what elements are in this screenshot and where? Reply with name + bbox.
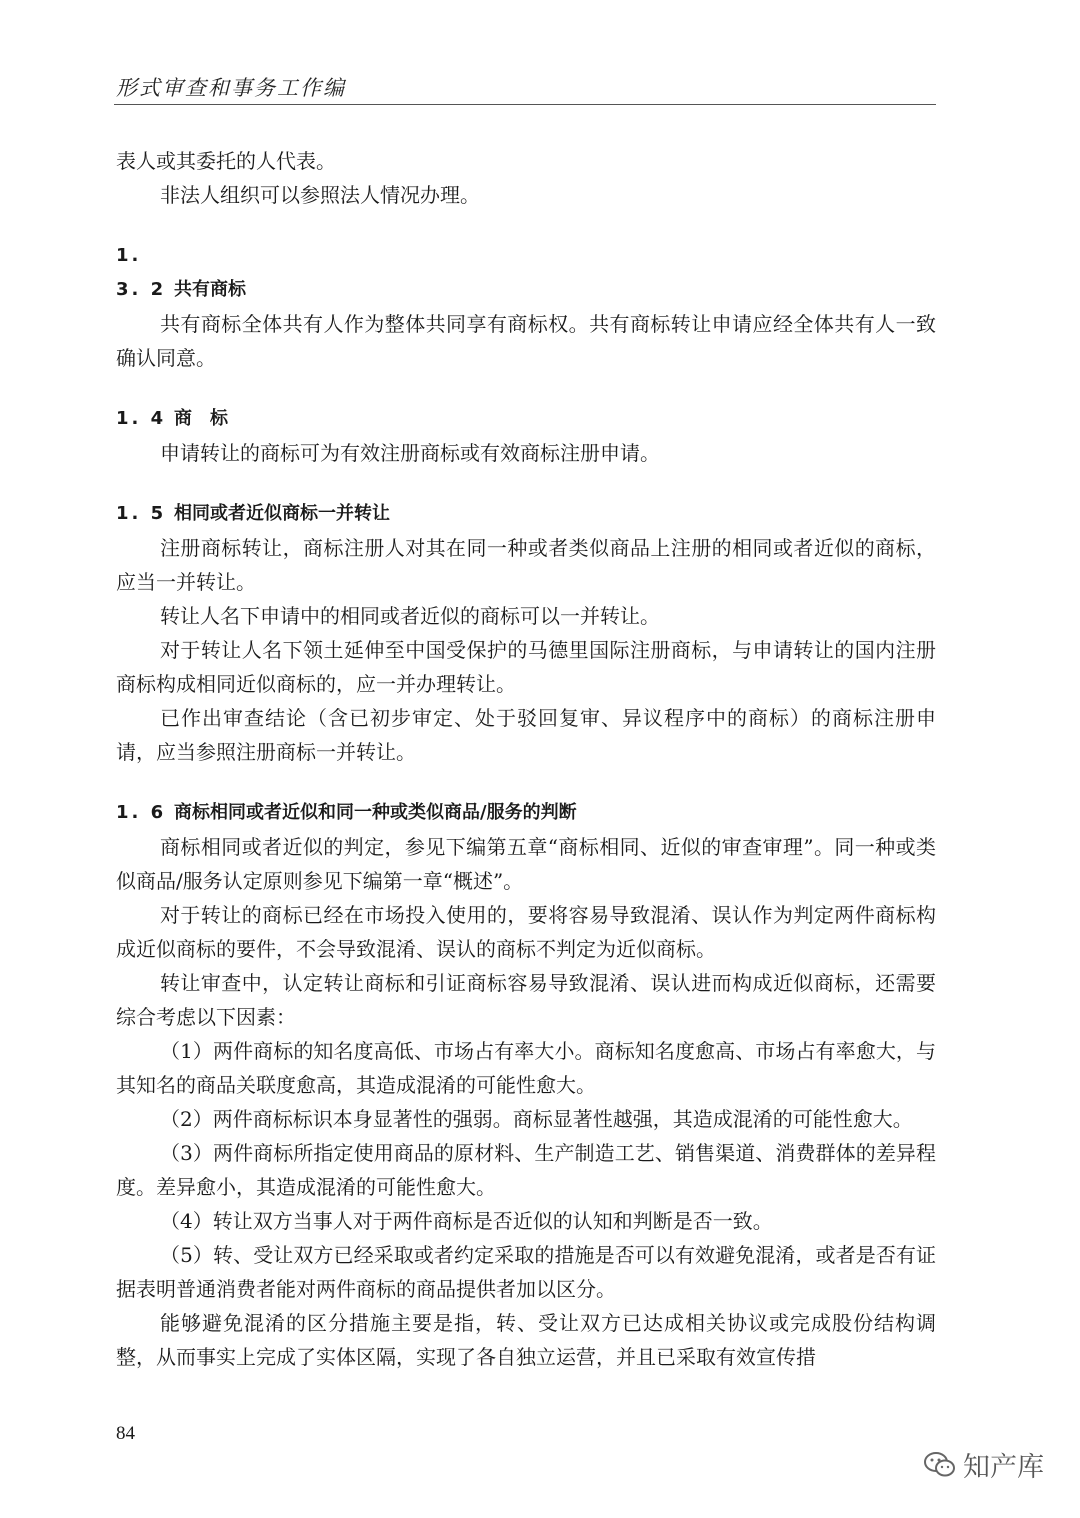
section-heading <box>116 239 936 307</box>
section-title: 商 标 <box>174 408 228 429</box>
paragraph: （4）转让双方当事人对于两件商标是否近似的认知和判断是否一致。 <box>160 1209 773 1233</box>
watermark <box>923 1445 1044 1484</box>
paragraph: （3）两件商标所指定使用商品的原材料、生产制造工艺、销售渠道、消费群体的差异程度。差异愈小，其造成混淆的可能性愈大。 <box>116 1141 936 1199</box>
section-heading <box>116 402 936 436</box>
page-body <box>116 144 936 1374</box>
section-number: 1. 3. 2 <box>116 245 167 300</box>
section-number: 1. 6 <box>116 802 167 823</box>
section-title: 商标相同或者近似和同一种或类似商品/服务的判断 <box>174 802 577 823</box>
page-number: 84 <box>116 1423 135 1444</box>
paragraph: 对于转让人名下领土延伸至中国受保护的马德里国际注册商标，与申请转让的国内注册商标构成相同近似商标的，应一并办理转让。 <box>116 638 936 696</box>
paragraph: 转让人名下申请中的相同或者近似的商标可以一并转让。 <box>160 604 660 628</box>
running-header: 形式审查和事务工作编 <box>116 76 346 100</box>
header-divider <box>114 104 936 105</box>
paragraph: （1）两件商标的知名度高低、市场占有率大小。商标知名度愈高、市场占有率愈大，与其知名的商品关联度愈高，其造成混淆的可能性愈大。 <box>116 1039 936 1097</box>
paragraph: 商标相同或者近似的判定，参见下编第五章“商标相同、近似的审查审理”。同一种或类似商品/服务认定原则参见下编第一章“概述”。 <box>116 835 936 893</box>
section-title: 相同或者近似商标一并转让 <box>174 503 390 524</box>
paragraph: （2）两件商标标识本身显著性的强弱。商标显著性越强，其造成混淆的可能性愈大。 <box>160 1107 913 1131</box>
paragraph: 共有商标全体共有人作为整体共同享有商标权。共有商标转让申请应经全体共有人一致确认同意。 <box>116 312 936 370</box>
paragraph: 表人或其委托的人代表。 <box>116 149 336 173</box>
paragraph: 申请转让的商标可为有效注册商标或有效商标注册申请。 <box>160 441 660 465</box>
paragraph: 注册商标转让，商标注册人对其在同一种或者类似商品上注册的相同或者近似的商标，应当一并转让。 <box>116 536 936 594</box>
section-number: 1. 4 <box>116 408 167 429</box>
paragraph: 已作出审查结论（含已初步审定、处于驳回复审、异议程序中的商标）的商标注册申请，应当参照注册商标一并转让。 <box>116 706 936 764</box>
section-number: 1. 5 <box>116 503 167 524</box>
section-title: 共有商标 <box>174 279 246 300</box>
wechat-icon <box>923 1451 957 1479</box>
paragraph: 能够避免混淆的区分措施主要是指，转、受让双方已达成相关协议或完成股份结构调整，从而事实上完成了实体区隔，实现了各自独立运营，并且已采取有效宣传措 <box>116 1311 936 1369</box>
section-heading <box>116 497 936 531</box>
section-heading <box>116 796 936 830</box>
paragraph: 对于转让的商标已经在市场投入使用的，要将容易导致混淆、误认作为判定两件商标构成近似商标的要件，不会导致混淆、误认的商标不判定为近似商标。 <box>116 903 936 961</box>
paragraph: 非法人组织可以参照法人情况办理。 <box>160 183 480 207</box>
paragraph: 转让审查中，认定转让商标和引证商标容易导致混淆、误认进而构成近似商标，还需要综合考虑以下因素： <box>116 971 936 1029</box>
watermark-text: 知产库 <box>963 1452 1044 1483</box>
paragraph: （5）转、受让双方已经采取或者约定采取的措施是否可以有效避免混淆，或者是否有证据表明普通消费者能对两件商标的商品提供者加以区分。 <box>116 1243 936 1301</box>
